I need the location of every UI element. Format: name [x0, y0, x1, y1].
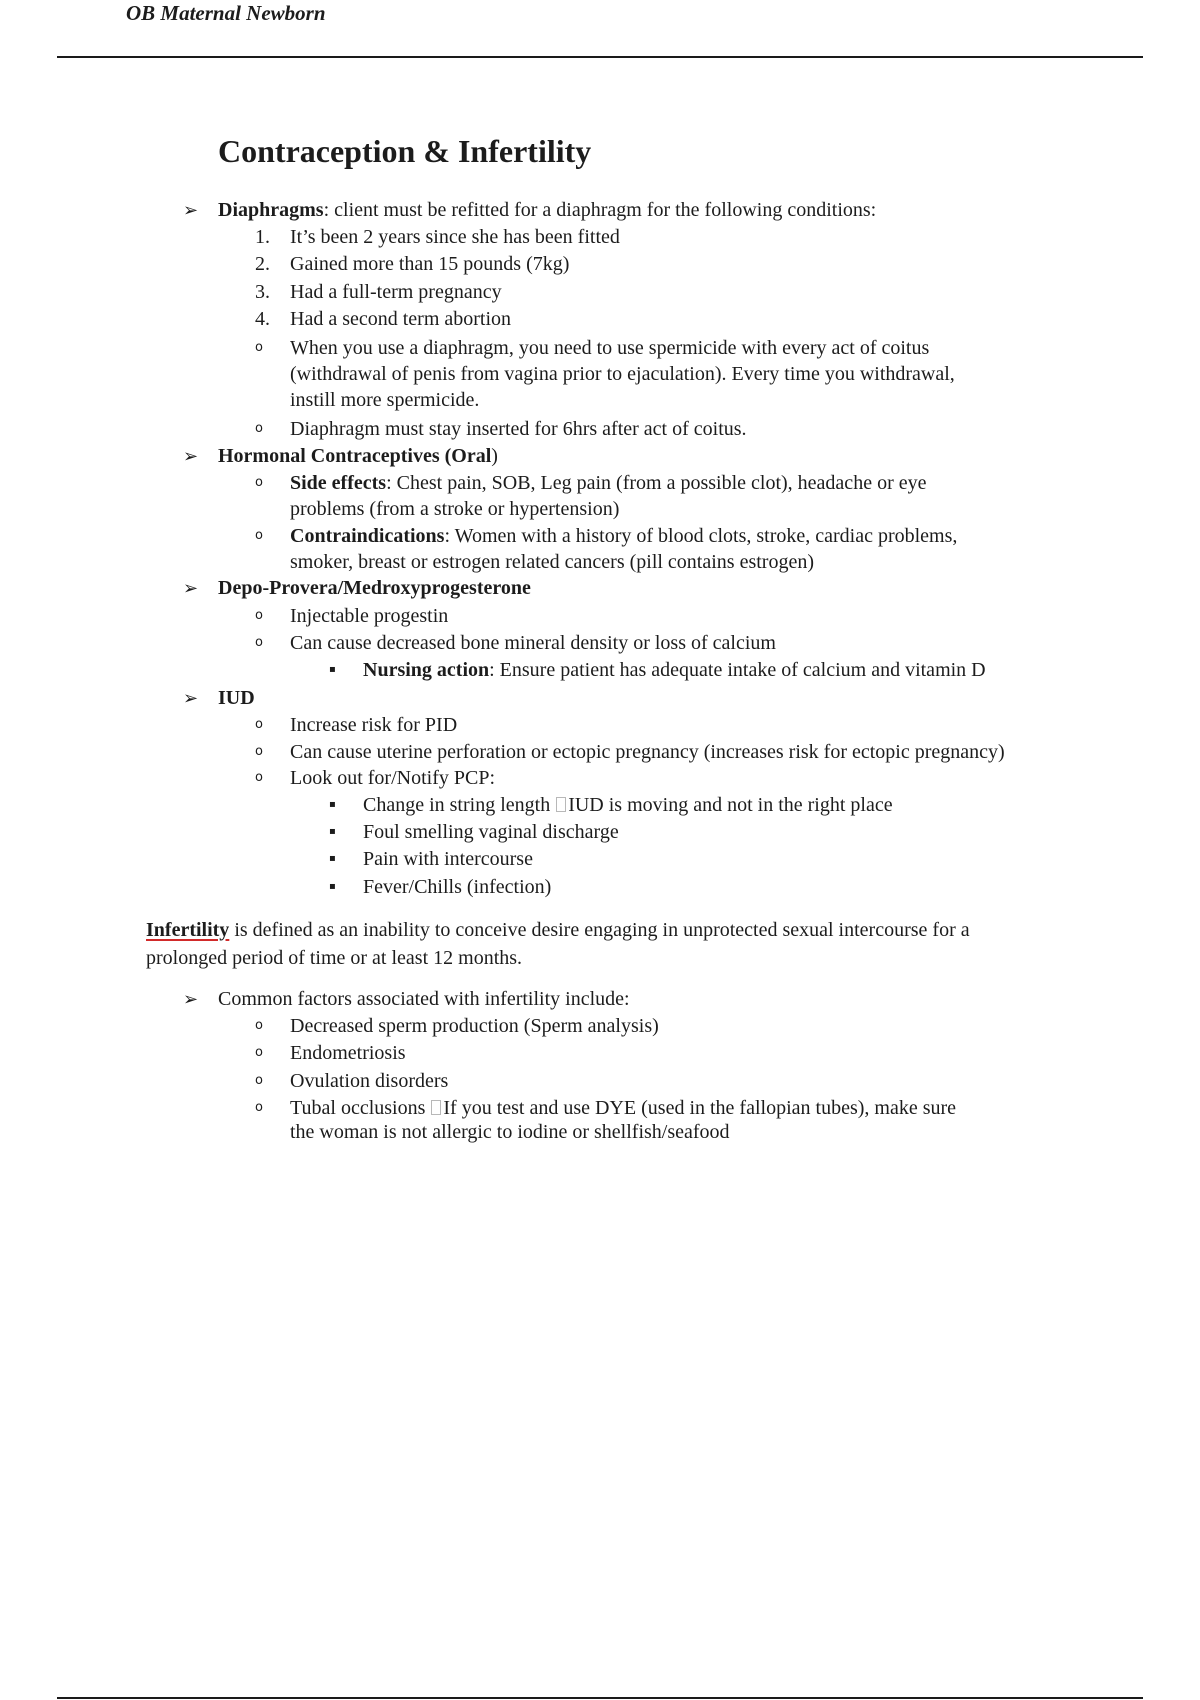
- side-effects-term: Side effects: [290, 472, 387, 494]
- page-title: Contraception & Infertility: [218, 133, 592, 169]
- missing-glyph-box-icon: [556, 797, 566, 812]
- circle-bullet-icon: o: [255, 635, 263, 650]
- square-bullet-icon: ▪: [329, 853, 336, 864]
- square-bullet-icon: ▪: [329, 664, 336, 675]
- section-heading: [218, 443, 498, 469]
- square-bullet-icon: ▪: [329, 881, 336, 892]
- square-bullet-icon: ▪: [329, 826, 336, 837]
- footer-rule: [57, 1697, 1143, 1699]
- square-bullet-icon: ▪: [329, 799, 336, 810]
- circle-bullet-icon: o: [255, 1018, 263, 1033]
- nursing-action-text: : Ensure patient has adequate intake of calcium and vitamin D: [489, 659, 986, 681]
- circle-bullet-icon: o: [255, 608, 263, 623]
- tubal-text: If you test and use DYE (used in the fallopian tubes), make sure: [443, 1097, 957, 1119]
- list-item-continued: (withdrawal of penis from vagina prior to ejaculation). Every time you withdrawal,: [290, 363, 955, 385]
- circle-bullet-icon: o: [255, 340, 263, 355]
- hormonal-heading-end: ): [491, 445, 498, 467]
- arrow-bullet-icon: ➢: [183, 578, 199, 598]
- factors-heading: Common factors associated with infertility include:: [218, 988, 630, 1010]
- list-item: Diaphragm must stay inserted for 6hrs after act of coitus.: [290, 418, 747, 440]
- section-heading: IUD: [218, 687, 255, 709]
- list-item: Look out for/Notify PCP:: [290, 767, 496, 789]
- circle-bullet-icon: o: [255, 1045, 263, 1060]
- contraindications-term: Contraindications: [290, 525, 445, 547]
- arrow-bullet-icon: ➢: [183, 200, 199, 220]
- tubal-term: Tubal occlusions: [290, 1097, 426, 1119]
- list-item: [290, 523, 957, 549]
- list-item: Gained more than 15 pounds (7kg): [290, 253, 570, 275]
- list-item-continued: problems (from a stroke or hypertension): [290, 498, 620, 520]
- circle-bullet-icon: o: [255, 421, 263, 436]
- list-item: Pain with intercourse: [363, 848, 533, 870]
- list-item: [290, 1095, 956, 1121]
- list-item: Endometriosis: [290, 1042, 406, 1064]
- list-number: 4.: [255, 308, 270, 330]
- string-change-text: Change in string length: [363, 794, 551, 816]
- list-item-continued: instill more spermicide.: [290, 389, 480, 411]
- circle-bullet-icon: o: [255, 1100, 263, 1115]
- list-item: Fever/Chills (infection): [363, 876, 552, 898]
- list-item: Injectable progestin: [290, 605, 449, 627]
- list-item: Decreased sperm production (Sperm analysis): [290, 1015, 659, 1037]
- list-item-continued: the woman is not allergic to iodine or shellfish/seafood: [290, 1121, 730, 1143]
- infertility-paragraph-continued: prolonged period of time or at least 12 months.: [146, 947, 523, 969]
- list-item: Had a second term abortion: [290, 308, 512, 330]
- hormonal-heading: Hormonal Contraceptives (Oral: [218, 445, 492, 467]
- nursing-action-term: Nursing action: [363, 659, 490, 681]
- circle-bullet-icon: o: [255, 744, 263, 759]
- arrow-bullet-icon: ➢: [183, 989, 199, 1009]
- list-number: 2.: [255, 253, 270, 275]
- list-item: [363, 792, 893, 818]
- contraindications-text: : Women with a history of blood clots, stroke, cardiac problems,: [444, 525, 958, 547]
- list-item: Can cause uterine perforation or ectopic pregnancy (increases risk for ectopic pregnancy): [290, 741, 1005, 763]
- circle-bullet-icon: o: [255, 528, 263, 543]
- circle-bullet-icon: o: [255, 770, 263, 785]
- circle-bullet-icon: o: [255, 717, 263, 732]
- infertility-definition: is defined as an inability to conceive desire engaging in unprotected sexual intercourse for a: [229, 919, 970, 941]
- string-change-result: IUD is moving and not in the right place: [568, 794, 893, 816]
- list-item: Increase risk for PID: [290, 714, 458, 736]
- list-item-continued: smoker, breast or estrogen related cancers (pill contains estrogen): [290, 551, 814, 573]
- running-header-title: OB Maternal Newborn: [126, 1, 326, 25]
- infertility-paragraph: [146, 917, 970, 943]
- list-item: Can cause decreased bone mineral density or loss of calcium: [290, 632, 776, 654]
- list-item: Had a full-term pregnancy: [290, 281, 502, 303]
- arrow-bullet-icon: ➢: [183, 688, 199, 708]
- side-effects-text: : Chest pain, SOB, Leg pain (from a possible clot), headache or eye: [386, 472, 927, 494]
- section-heading: Depo-Provera/Medroxyprogesterone: [218, 577, 531, 599]
- diaphragms-line: [218, 197, 876, 223]
- circle-bullet-icon: o: [255, 1073, 263, 1088]
- list-item: It’s been 2 years since she has been fitted: [290, 226, 620, 248]
- arrow-bullet-icon: ➢: [183, 446, 199, 466]
- list-item: When you use a diaphragm, you need to use spermicide with every act of coitus: [290, 337, 930, 359]
- infertility-term: Infertility: [146, 919, 230, 941]
- list-item: [290, 470, 926, 496]
- list-item: Ovulation disorders: [290, 1070, 449, 1092]
- list-item: [363, 657, 986, 683]
- missing-glyph-box-icon: [431, 1100, 441, 1115]
- circle-bullet-icon: o: [255, 475, 263, 490]
- diaphragms-text: : client must be refitted for a diaphragm for the following conditions:: [323, 199, 877, 221]
- header-rule: [57, 56, 1143, 58]
- list-number: 1.: [255, 226, 270, 248]
- diaphragms-term: Diaphragms: [218, 199, 324, 221]
- list-item: Foul smelling vaginal discharge: [363, 821, 619, 843]
- list-number: 3.: [255, 281, 270, 303]
